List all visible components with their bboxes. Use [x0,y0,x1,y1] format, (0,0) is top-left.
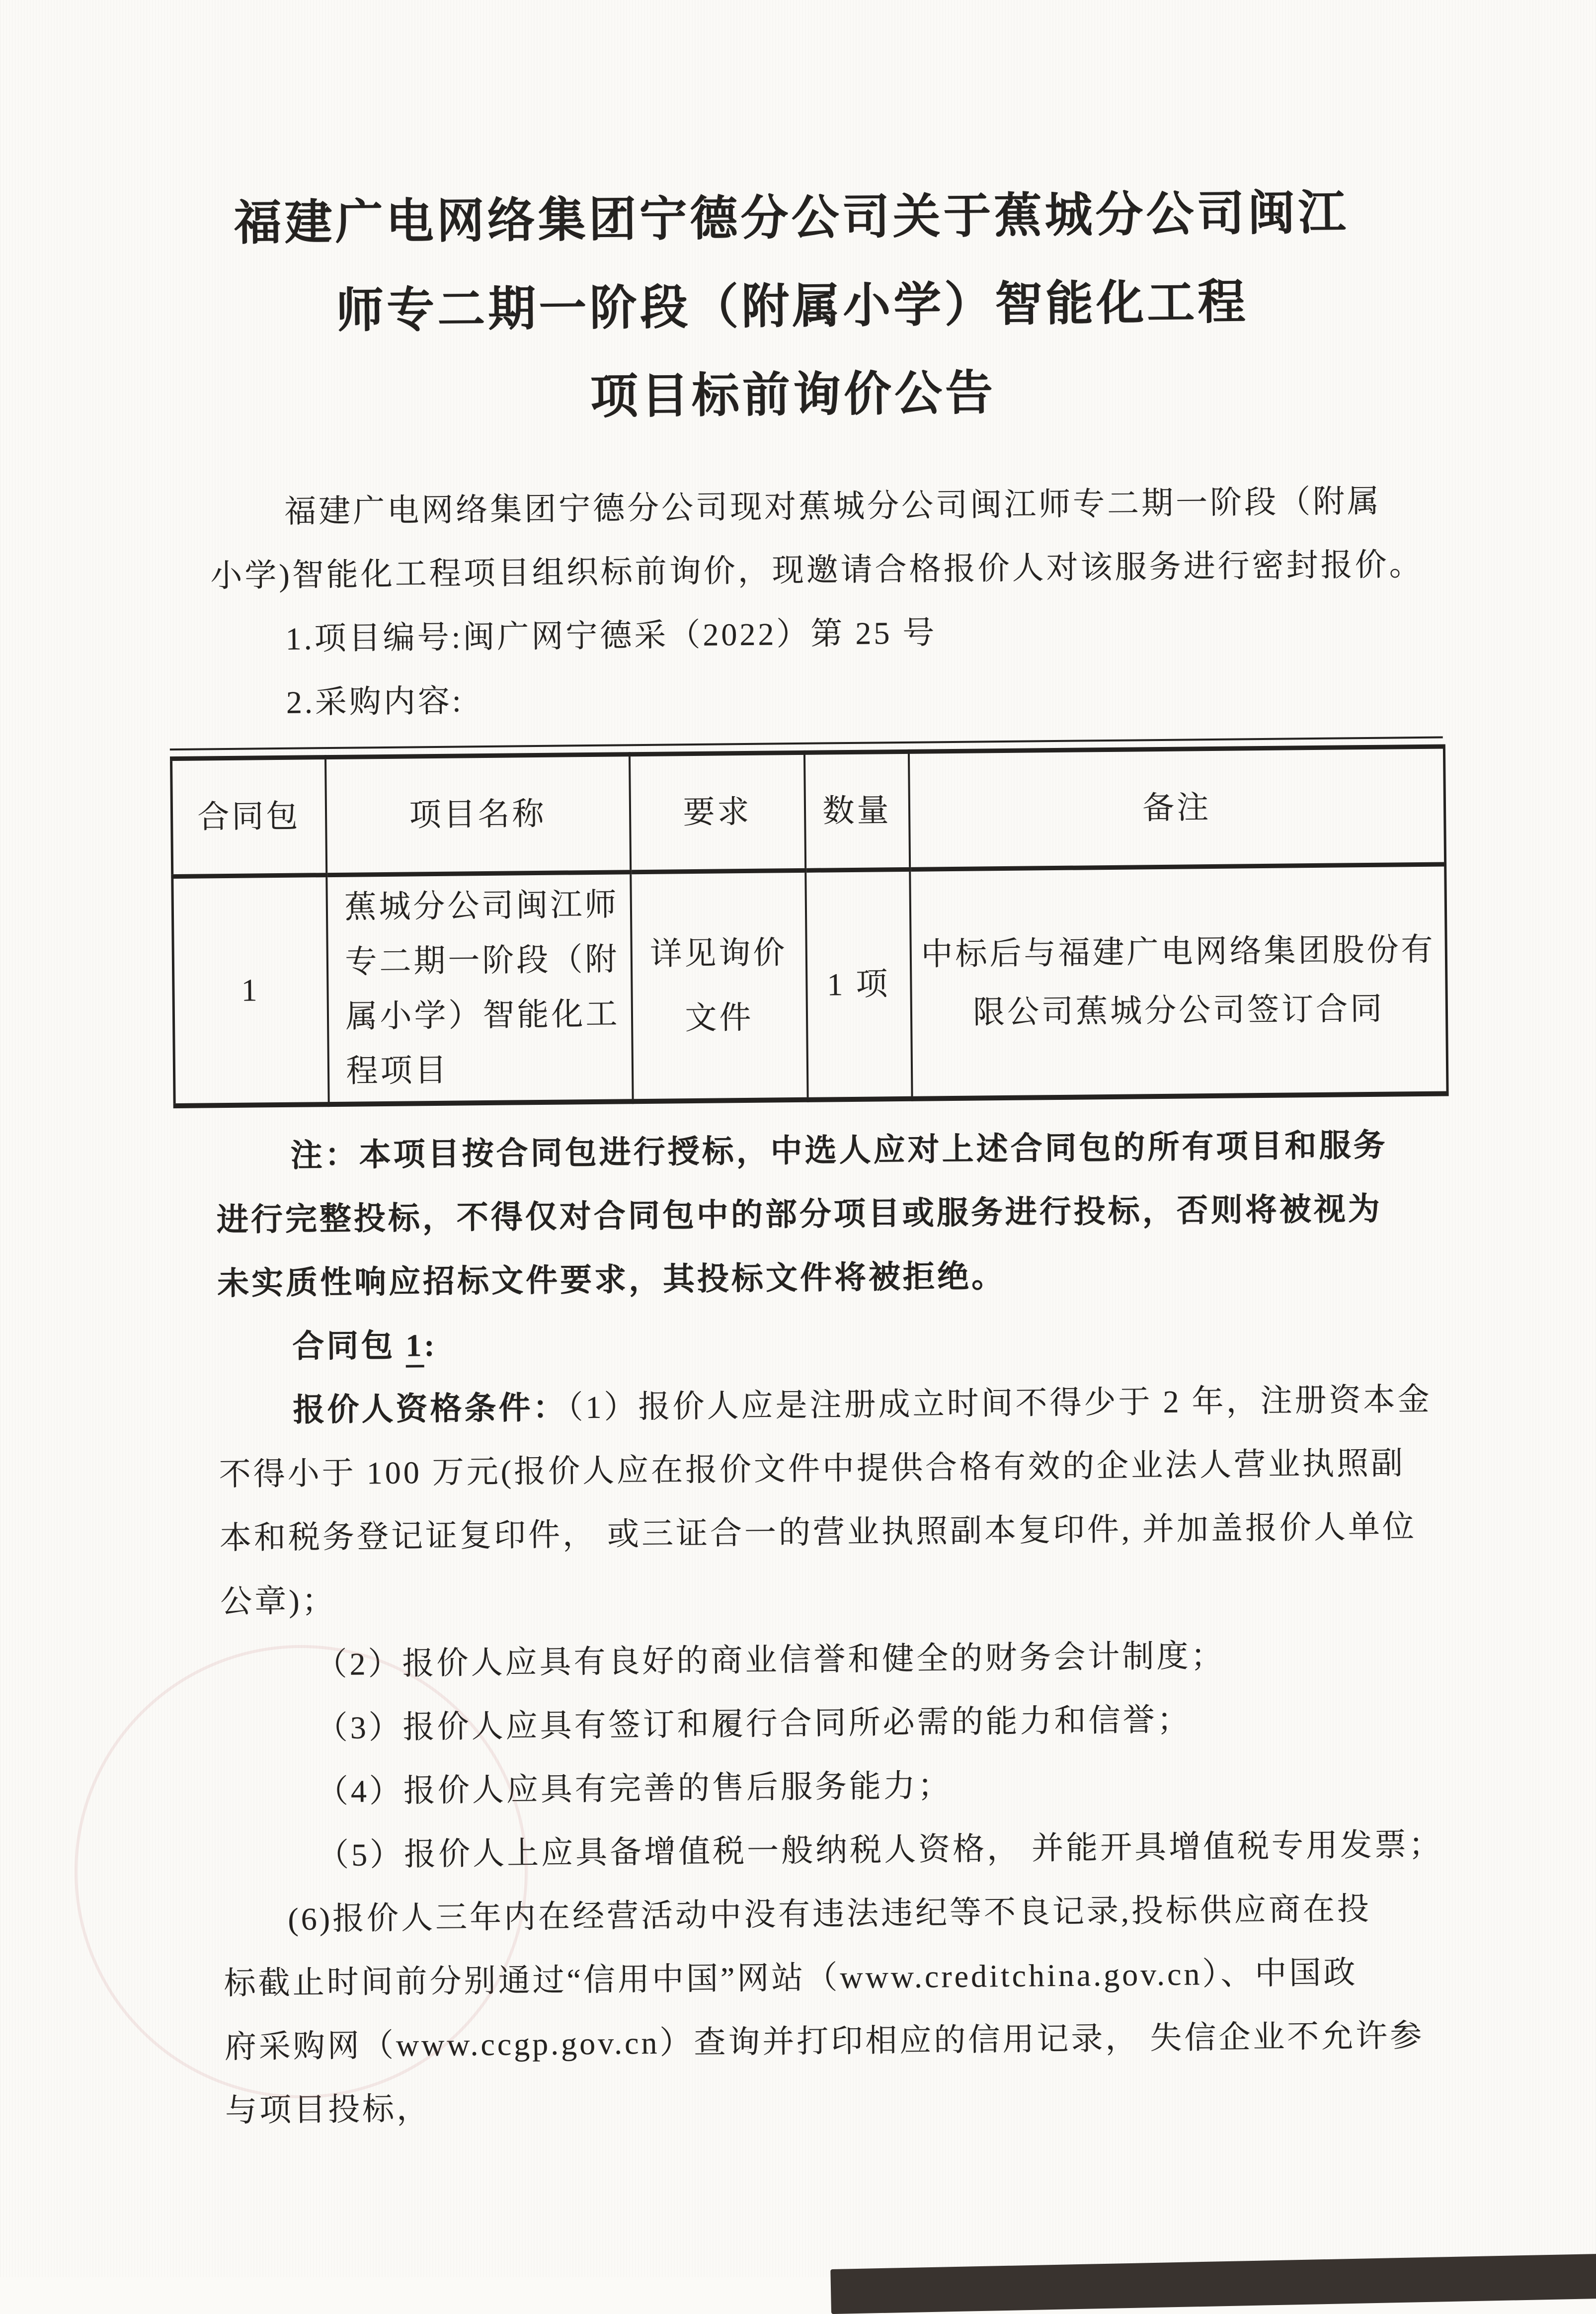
note-line-2: 进行完整投标，不得仅对合同包中的部分项目或服务进行投标，否则将被视为 [216,1191,1383,1238]
package-number-underlined: 1 [405,1327,424,1367]
qualification-line-3: 本和税务登记证复印件， 或三证合一的营业执照副本复印件, 并加盖报价人单位 [219,1509,1417,1556]
condition-5: （5）报价人上应具备增值税一般纳税人资格， 并能开具增值税专用发票； [317,1826,1443,1873]
cell-quantity: 1 项 [805,869,912,1099]
condition-6-line-1: (6)报价人三年内在经营活动中没有违法违纪等不良记录,投标供应商在投 [288,1891,1372,1937]
qualification-line-1 [218,1367,1487,1443]
cell-project-name: 蕉城分公司闽江师 专二期一阶段（附 属小学）智能化工 程项目 [326,872,633,1104]
condition-4: （4）报价人应具有完善的售后服务能力； [316,1768,953,1810]
condition-3: （3）报价人应具有签订和履行合同所必需的能力和信誉； [316,1702,1192,1746]
cell-package: 1 [172,875,328,1106]
intro-line-2: 小学)智能化工程项目组织标前询价，现邀请合格报价人对该服务进行密封报价。 [210,546,1424,594]
procurement-table-wrap [170,737,1446,1109]
note-line-1: 注：本项目按合同包进行授标，中选人应对上述合同包的所有项目和服务 [290,1127,1388,1173]
condition-6-line-2: 标截止时间前分别通过“信用中国”网站（www.creditchina.gov.cn）、中国政 [224,1955,1358,2001]
cell-requirement: 详见询价 文件 [631,870,807,1101]
note-line-3: 未实质性响应招标文件要求，其投标文件将被拒绝。 [217,1258,1006,1302]
header-package: 合同包 [171,757,326,877]
header-requirement: 要求 [629,752,805,872]
document-title [82,167,1502,446]
intro-line-1: 福建广电网络集团宁德分公司现对蕉城分公司闽江师专二期一阶段（附属 [284,483,1382,529]
package-heading [218,1304,1486,1379]
header-quantity: 数量 [804,751,909,870]
title-line-3: 项目标前询价公告 [590,366,996,423]
package-heading-colon: : [424,1327,438,1363]
qualification-line-2: 不得小于 100 万元(报价人应在报价文件中提供合格有效的企业法人营业执照副 [219,1445,1406,1492]
table-header-row [171,746,1445,877]
condition-6-line-3: 府采购网（www.ccgp.gov.cn）查询并打印相应的信用记录， 失信企业不允许参 [224,2018,1425,2065]
procurement-content-line: 2.采购内容: [286,683,464,720]
package-heading-prefix: 合同包 [292,1327,406,1364]
condition-6-line-4: 与项目投标， [225,2091,431,2129]
qualification-line-4: 公章)； [220,1582,336,1620]
qualification-condition-1: （1）报价人应是注册成立时间不得少于 2 年，注册资本金 [567,1381,1432,1425]
project-number-line: 1.项目编号:闽广网宁德采（2022）第 25 号 [285,615,937,657]
title-line-1: 福建广电网络集团宁德分公司关于蕉城分公司闽江 [234,186,1350,250]
header-project-name: 项目名称 [325,754,630,875]
document-body [197,469,1494,2143]
header-remark: 备注 [908,746,1445,869]
condition-2: （2）报价人应具有良好的商业信誉和健全的财务会计制度； [315,1638,1225,1682]
title-line-2: 师专二期一阶段（附属小学）智能化工程 [335,275,1249,337]
table-row [172,864,1447,1106]
procurement-table [170,744,1449,1108]
cell-remark: 中标后与福建广电网络集团股份有 限公司蕉城分公司签订合同 [910,864,1447,1099]
qualification-label: 报价人资格条件： [293,1390,567,1428]
